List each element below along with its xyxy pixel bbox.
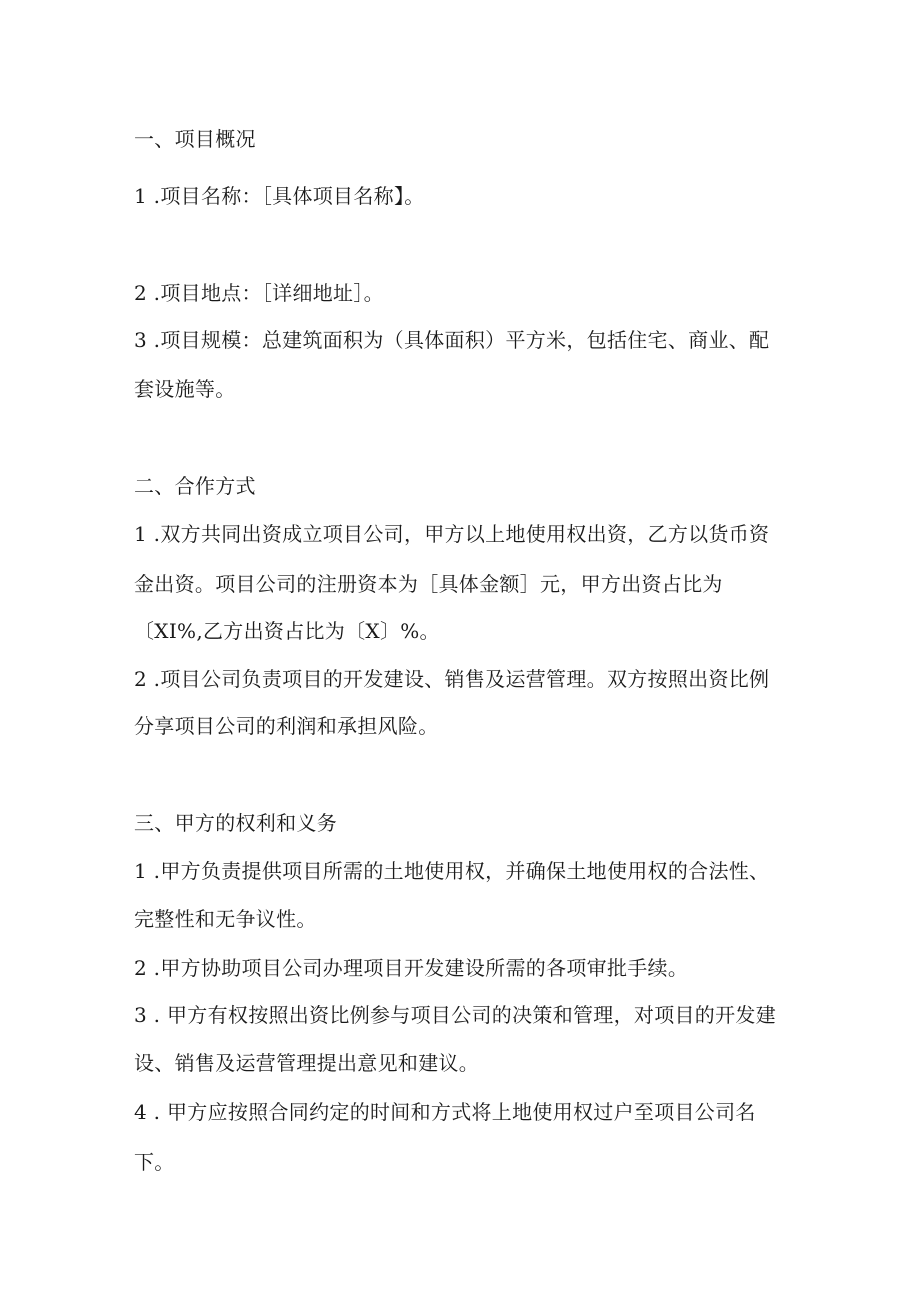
section-heading-overview: 一、项目概况	[134, 127, 256, 151]
paragraph-line: 下。	[134, 1150, 175, 1174]
paragraph-line: 3 . 甲方有权按照出资比例参与项目公司的决策和管理，对项目的开发建	[134, 1003, 776, 1027]
paragraph-line: 1 .双方共同出资成立项目公司，甲方以上地使用权出资，乙方以货币资	[134, 522, 770, 546]
paragraph-line: 分享项目公司的利润和承担风险。	[134, 714, 439, 738]
section-heading-cooperation: 二、合作方式	[134, 474, 256, 498]
paragraph-line: 设、销售及运营管理提出意见和建议。	[134, 1051, 480, 1075]
paragraph-line: 金出资。项目公司的注册资本为［具体金额］元，甲方出资占比为	[134, 572, 723, 596]
paragraph-line: 2 .甲方协助项目公司办理项目开发建设所需的各项审批手续。	[134, 956, 689, 980]
paragraph-line: 2 .项目地点：［详细地址］。	[134, 281, 384, 305]
paragraph-line: 1 .项目名称：［具体项目名称】。	[134, 184, 425, 208]
paragraph-line: 1 .甲方负责提供项目所需的土地使用权，并确保土地使用权的合法性、	[134, 859, 770, 883]
paragraph-line: 〔XI%,乙方出资占比为〔X〕%。	[134, 619, 440, 643]
paragraph-line: 4 . 甲方应按照合同约定的时间和方式将上地使用权过户至项目公司名	[134, 1100, 756, 1124]
section-heading-party-a: 三、甲方的权利和义务	[134, 811, 337, 835]
paragraph-line: 3 .项目规模：总建筑面积为（具体面积）平方米，包括住宅、商业、配	[134, 328, 770, 352]
paragraph-line: 套设施等。	[134, 377, 236, 401]
paragraph-line: 2 .项目公司负责项目的开发建设、销售及运营管理。双方按照出资比例	[134, 667, 770, 691]
paragraph-line: 完整性和无争议性。	[134, 907, 317, 931]
